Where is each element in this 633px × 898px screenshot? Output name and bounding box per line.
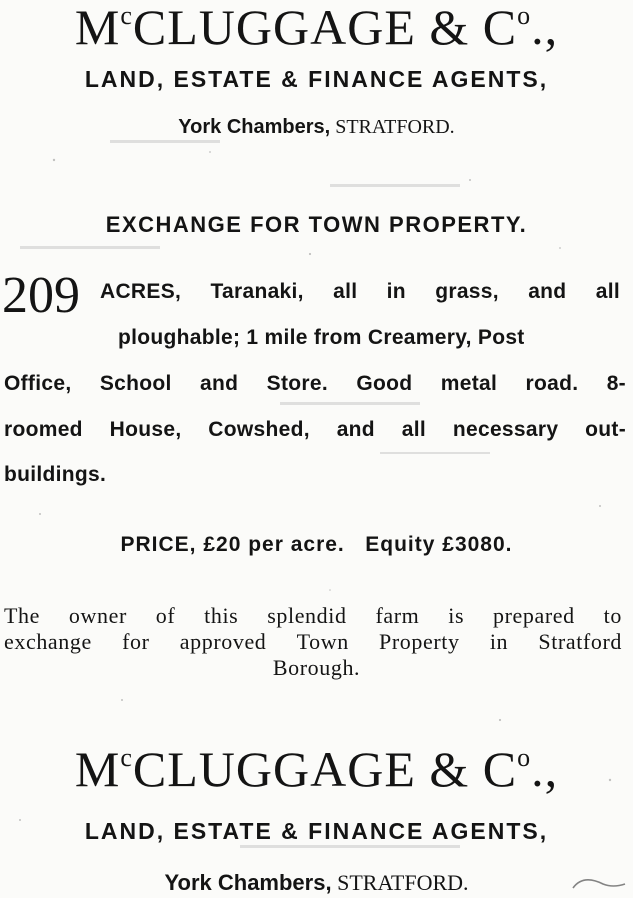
address-building: York Chambers, (164, 870, 332, 895)
note-line-3: Borough. (272, 655, 361, 680)
firm-name-superscript: c (120, 743, 133, 772)
word: approved (179, 629, 267, 654)
word: Good (356, 372, 413, 395)
word: ACRES, (100, 280, 182, 303)
address-city: STRATFORD. (335, 116, 455, 138)
acreage-number: 209 (2, 267, 80, 324)
address-line-header (0, 116, 633, 139)
word: all (595, 280, 620, 303)
word: Taranaki, (210, 280, 304, 303)
word: road. (525, 372, 579, 395)
note-line-2 (4, 629, 622, 655)
listing-line-4 (4, 418, 626, 442)
word: prepared (493, 603, 575, 628)
firm-name-punctuation: ., (531, 741, 559, 797)
listing-line-2: ploughable; 1 mile from Creamery, Post (118, 326, 525, 349)
word: House, (109, 418, 182, 441)
address-line-footer (0, 870, 633, 896)
word: necessary (452, 418, 559, 441)
word: Office, (4, 372, 72, 395)
word: The (4, 603, 41, 628)
word: and (336, 418, 375, 441)
agents-line-header: LAND, ESTATE & FINANCE AGENTS, (84, 66, 549, 92)
word: in (386, 280, 406, 303)
word: grass, (435, 280, 499, 303)
word: Cowshed, (208, 418, 310, 441)
word: all (333, 280, 358, 303)
word: roomed (4, 418, 83, 441)
firm-name-superscript-co: o (517, 743, 532, 772)
word: is (448, 603, 465, 628)
listing-line-3 (4, 372, 626, 396)
address-building: York Chambers, (178, 116, 331, 138)
word: Store. (266, 372, 328, 395)
agents-line-footer: LAND, ESTATE & FINANCE AGENTS, (84, 818, 549, 844)
word: farm (375, 603, 420, 628)
word: out- (585, 418, 626, 441)
word: Property (379, 629, 460, 654)
word: this (204, 603, 239, 628)
firm-name-superscript: c (120, 1, 133, 30)
word: Stratford (538, 629, 622, 654)
firm-name-header (0, 0, 633, 55)
word: and (200, 372, 239, 395)
firm-name-initial: M (74, 0, 121, 55)
word: owner (68, 603, 127, 628)
word: for (122, 629, 150, 654)
note-line-1 (4, 603, 622, 629)
word: Town (296, 629, 349, 654)
word: in (489, 629, 509, 654)
listing-line-5: buildings. (4, 463, 107, 486)
word: of (155, 603, 176, 628)
listing-heading: EXCHANGE FOR TOWN PROPERTY. (105, 212, 528, 237)
word: exchange (4, 629, 92, 654)
word: 8- (606, 372, 626, 395)
price-line: PRICE, £20 per acre. Equity £3080. (120, 533, 513, 556)
firm-name-body: CLUGGAGE & C (132, 0, 518, 55)
word: School (99, 372, 172, 395)
address-city: STRATFORD. (337, 870, 469, 895)
listing-line-1 (100, 280, 620, 304)
word: and (528, 280, 567, 303)
word: all (401, 418, 427, 441)
word: to (603, 603, 622, 628)
firm-name-body: CLUGGAGE & C (132, 741, 518, 797)
firm-name-footer (0, 741, 633, 797)
word: metal (440, 372, 498, 395)
firm-name-superscript-co: o (517, 1, 532, 30)
firm-name-punctuation: ., (531, 0, 559, 55)
word: splendid (267, 603, 347, 628)
firm-name-initial: M (74, 741, 121, 797)
